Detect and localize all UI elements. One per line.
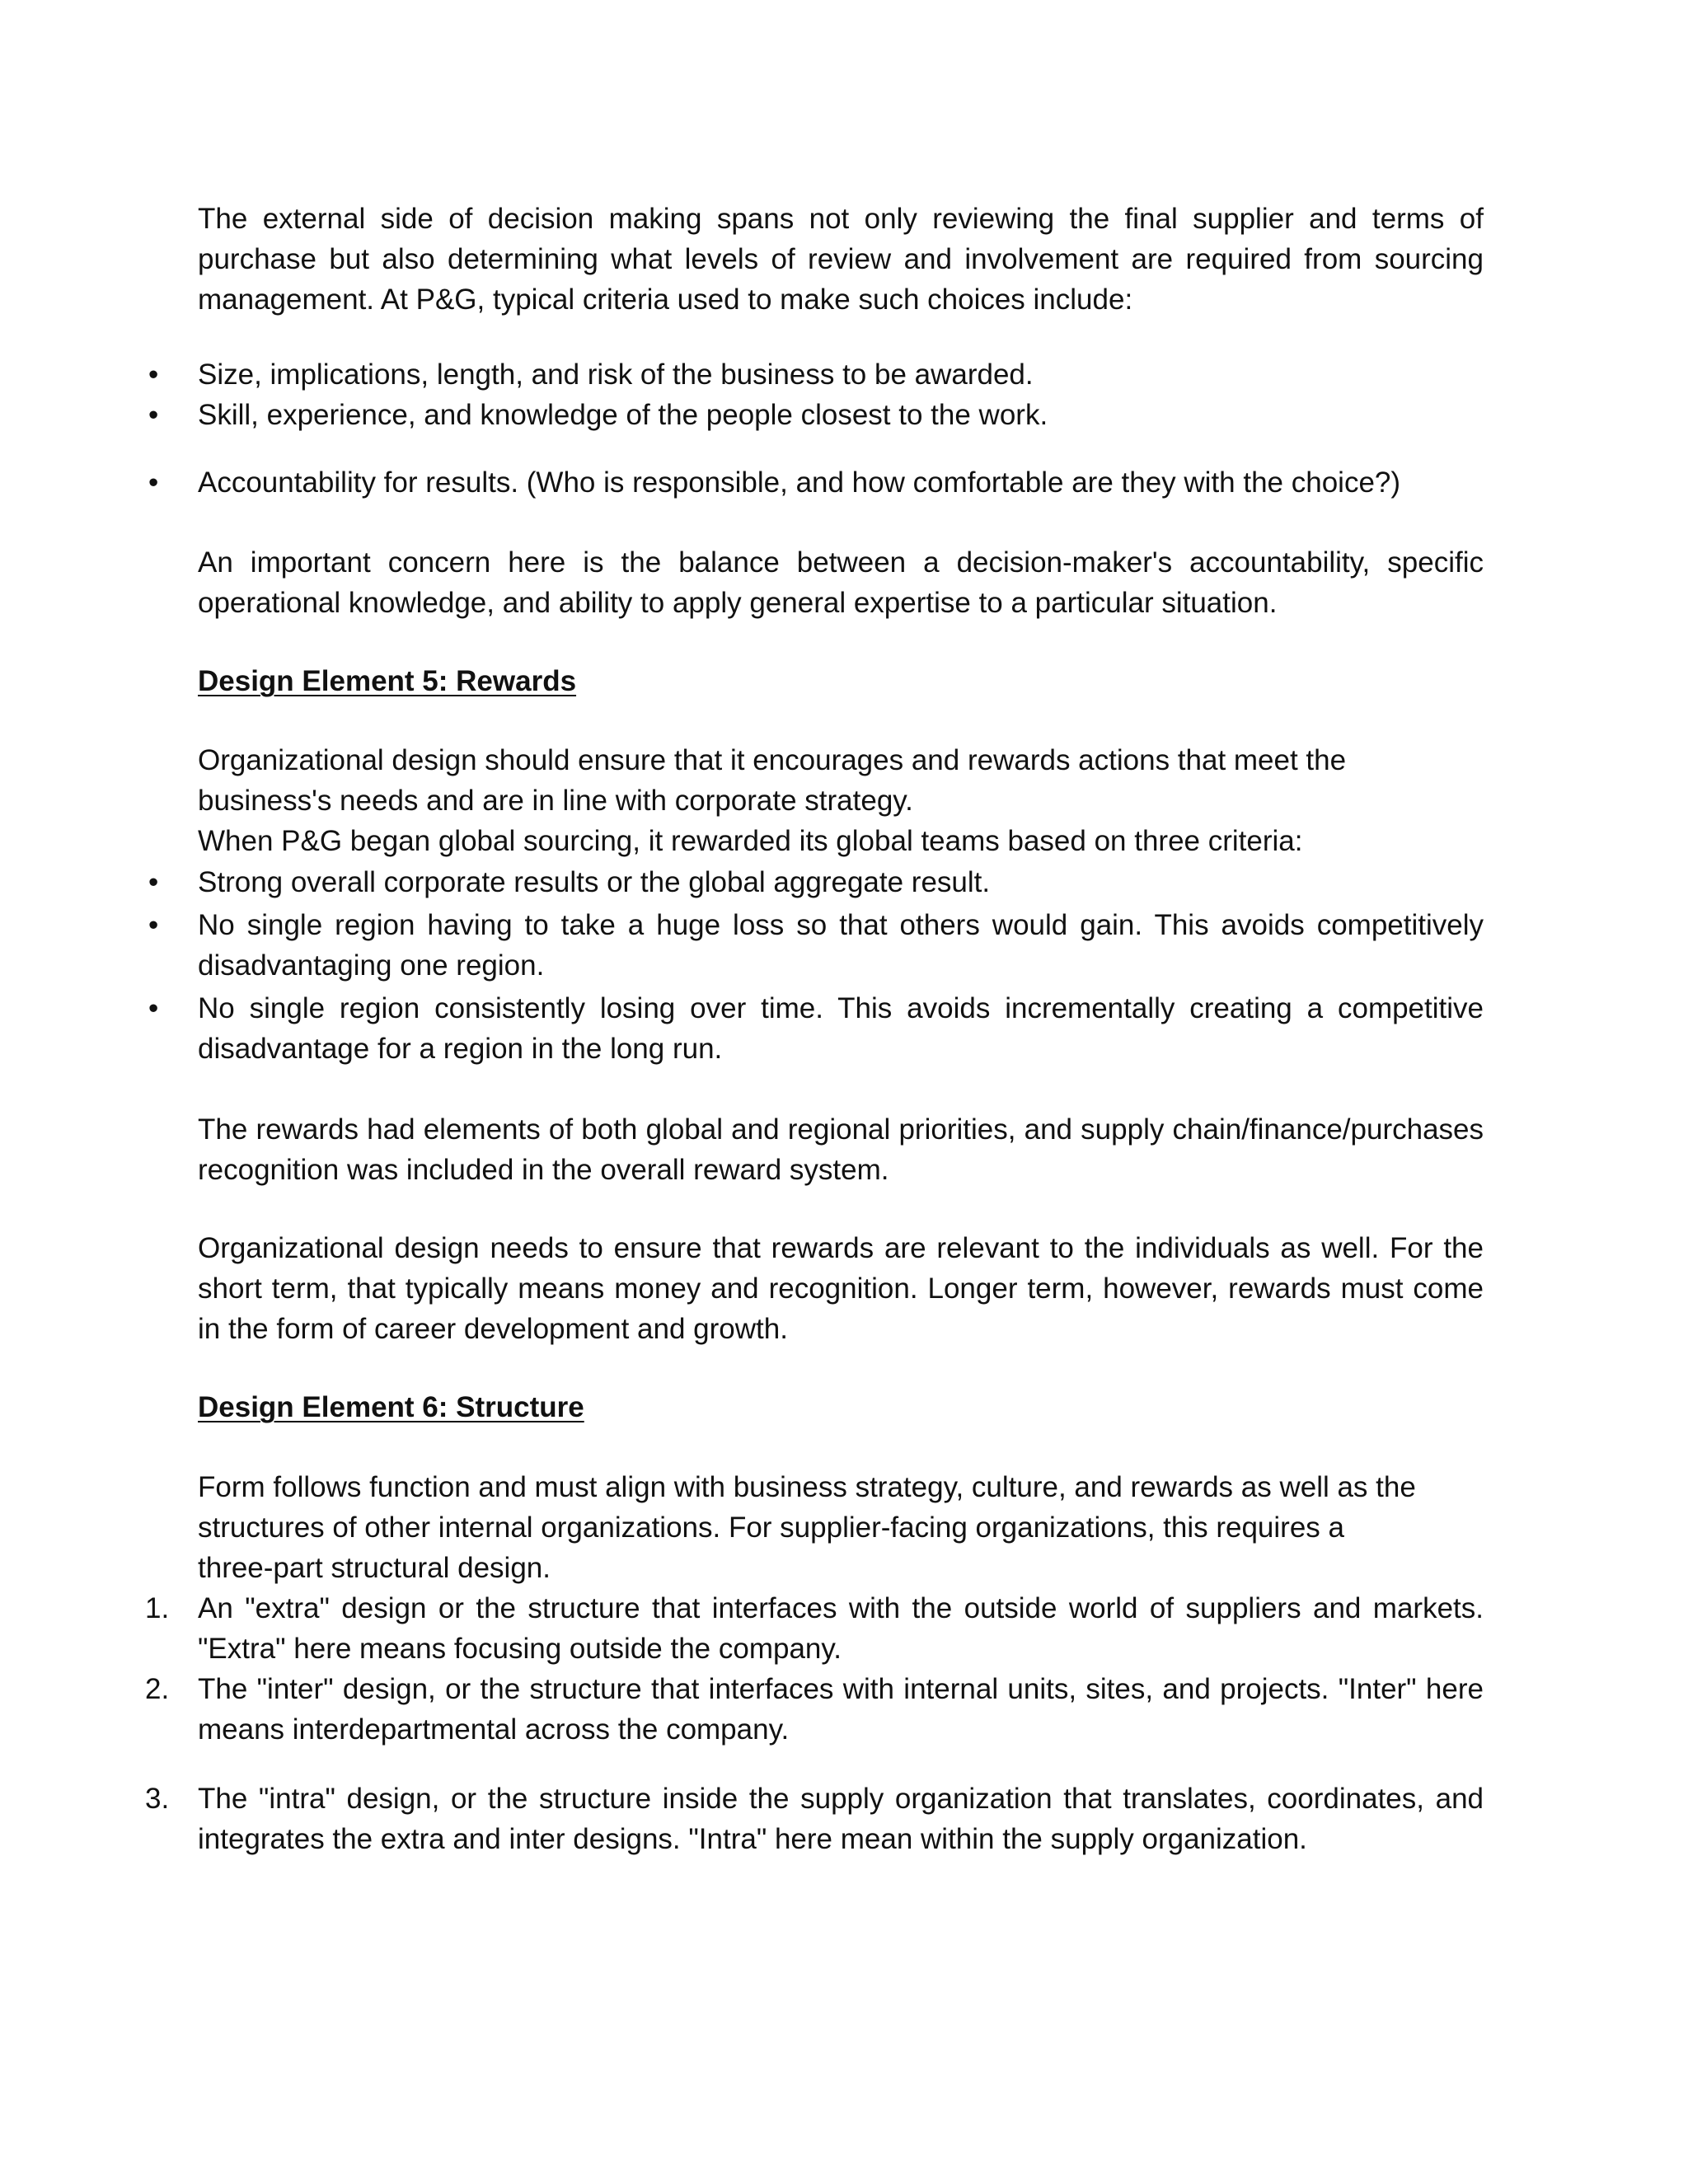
rewards-individuals-paragraph: Organizational design needs to ensure that rewards are relevant to the individuals as well. For the short term, that typically means money and recognition. Longer term, however, rewards must come in the form of career development and growth. (198, 1232, 1484, 1345)
list-item-text: An "extra" design or the structure that interfaces with the outside world of suppliers and markets. "Extra" here means focusing outside the company. (198, 1592, 1484, 1665)
bullet-marker: • (148, 909, 159, 941)
intro-paragraph: The external side of decision making spans not only reviewing the final supplier and terms of purchase but also determining what levels of review and involvement are required from sourcing management. At P&G, typical criteria used to make such choices include: (198, 203, 1484, 316)
list-item (148, 988, 1484, 1069)
list-item-text: No single region consistently losing over time. This avoids incrementally creating a competitive disadvantage for a region in the long run. (198, 992, 1484, 1065)
list-item (148, 354, 1484, 395)
list-item (148, 905, 1484, 986)
rewards-paragraph-line: business's needs and are in line with corporate strategy. (198, 785, 913, 817)
balance-paragraph: An important concern here is the balance between a decision-maker's accountability, specific operational knowledge, and ability to apply general expertise to a particular situation. (198, 546, 1484, 619)
list-item-text: Size, implications, length, and risk of the business to be awarded. (198, 359, 1034, 391)
numbered-list-item (145, 1588, 1484, 1669)
rewards-priorities-paragraph: The rewards had elements of both global and regional priorities, and supply chain/finance/purchases recognition was included in the overall reward system. (198, 1113, 1484, 1186)
list-item-text: Strong overall corporate results or the global aggregate result. (198, 866, 991, 898)
numbered-list-item (145, 1779, 1484, 1859)
section-heading-rewards: Design Element 5: Rewards (198, 665, 577, 697)
structure-paragraph-line: three-part structural design. (198, 1552, 551, 1584)
list-item-text: The "intra" design, or the structure inside the supply organization that translates, coordinates, and integrates the extra and inter designs. "Intra" here mean within the supply organization. (198, 1783, 1484, 1855)
list-item (148, 395, 1484, 435)
list-number: 2. (145, 1673, 170, 1705)
list-number: 3. (145, 1783, 170, 1815)
list-item-text: No single region having to take a huge loss so that others would gain. This avoids competitively disadvantaging one region. (198, 909, 1484, 982)
bullet-marker: • (148, 466, 159, 499)
list-item-text: The "inter" design, or the structure that interfaces with internal units, sites, and projects. "Inter" here means interdepartmental across the company. (198, 1673, 1484, 1746)
structure-paragraph-line: structures of other internal organizations. For supplier-facing organizations, this requires a (198, 1511, 1344, 1544)
list-item-text: Skill, experience, and knowledge of the people closest to the work. (198, 399, 1048, 431)
structure-paragraph-line: Form follows function and must align with business strategy, culture, and rewards as well as the (198, 1471, 1416, 1503)
list-number: 1. (145, 1592, 170, 1624)
rewards-paragraph-line: When P&G began global sourcing, it rewarded its global teams based on three criteria: (198, 825, 1303, 857)
list-item-text: Accountability for results. (Who is responsible, and how comfortable are they with the choice?) (198, 466, 1401, 499)
list-item (148, 862, 1484, 902)
section-heading-structure: Design Element 6: Structure (198, 1391, 584, 1423)
bullet-marker: • (148, 866, 159, 898)
bullet-marker: • (148, 399, 159, 431)
list-item (148, 462, 1484, 503)
bullet-marker: • (148, 359, 159, 391)
numbered-list-item (145, 1669, 1484, 1750)
rewards-paragraph-line: Organizational design should ensure that it encourages and rewards actions that meet the (198, 744, 1347, 776)
bullet-marker: • (148, 992, 159, 1024)
